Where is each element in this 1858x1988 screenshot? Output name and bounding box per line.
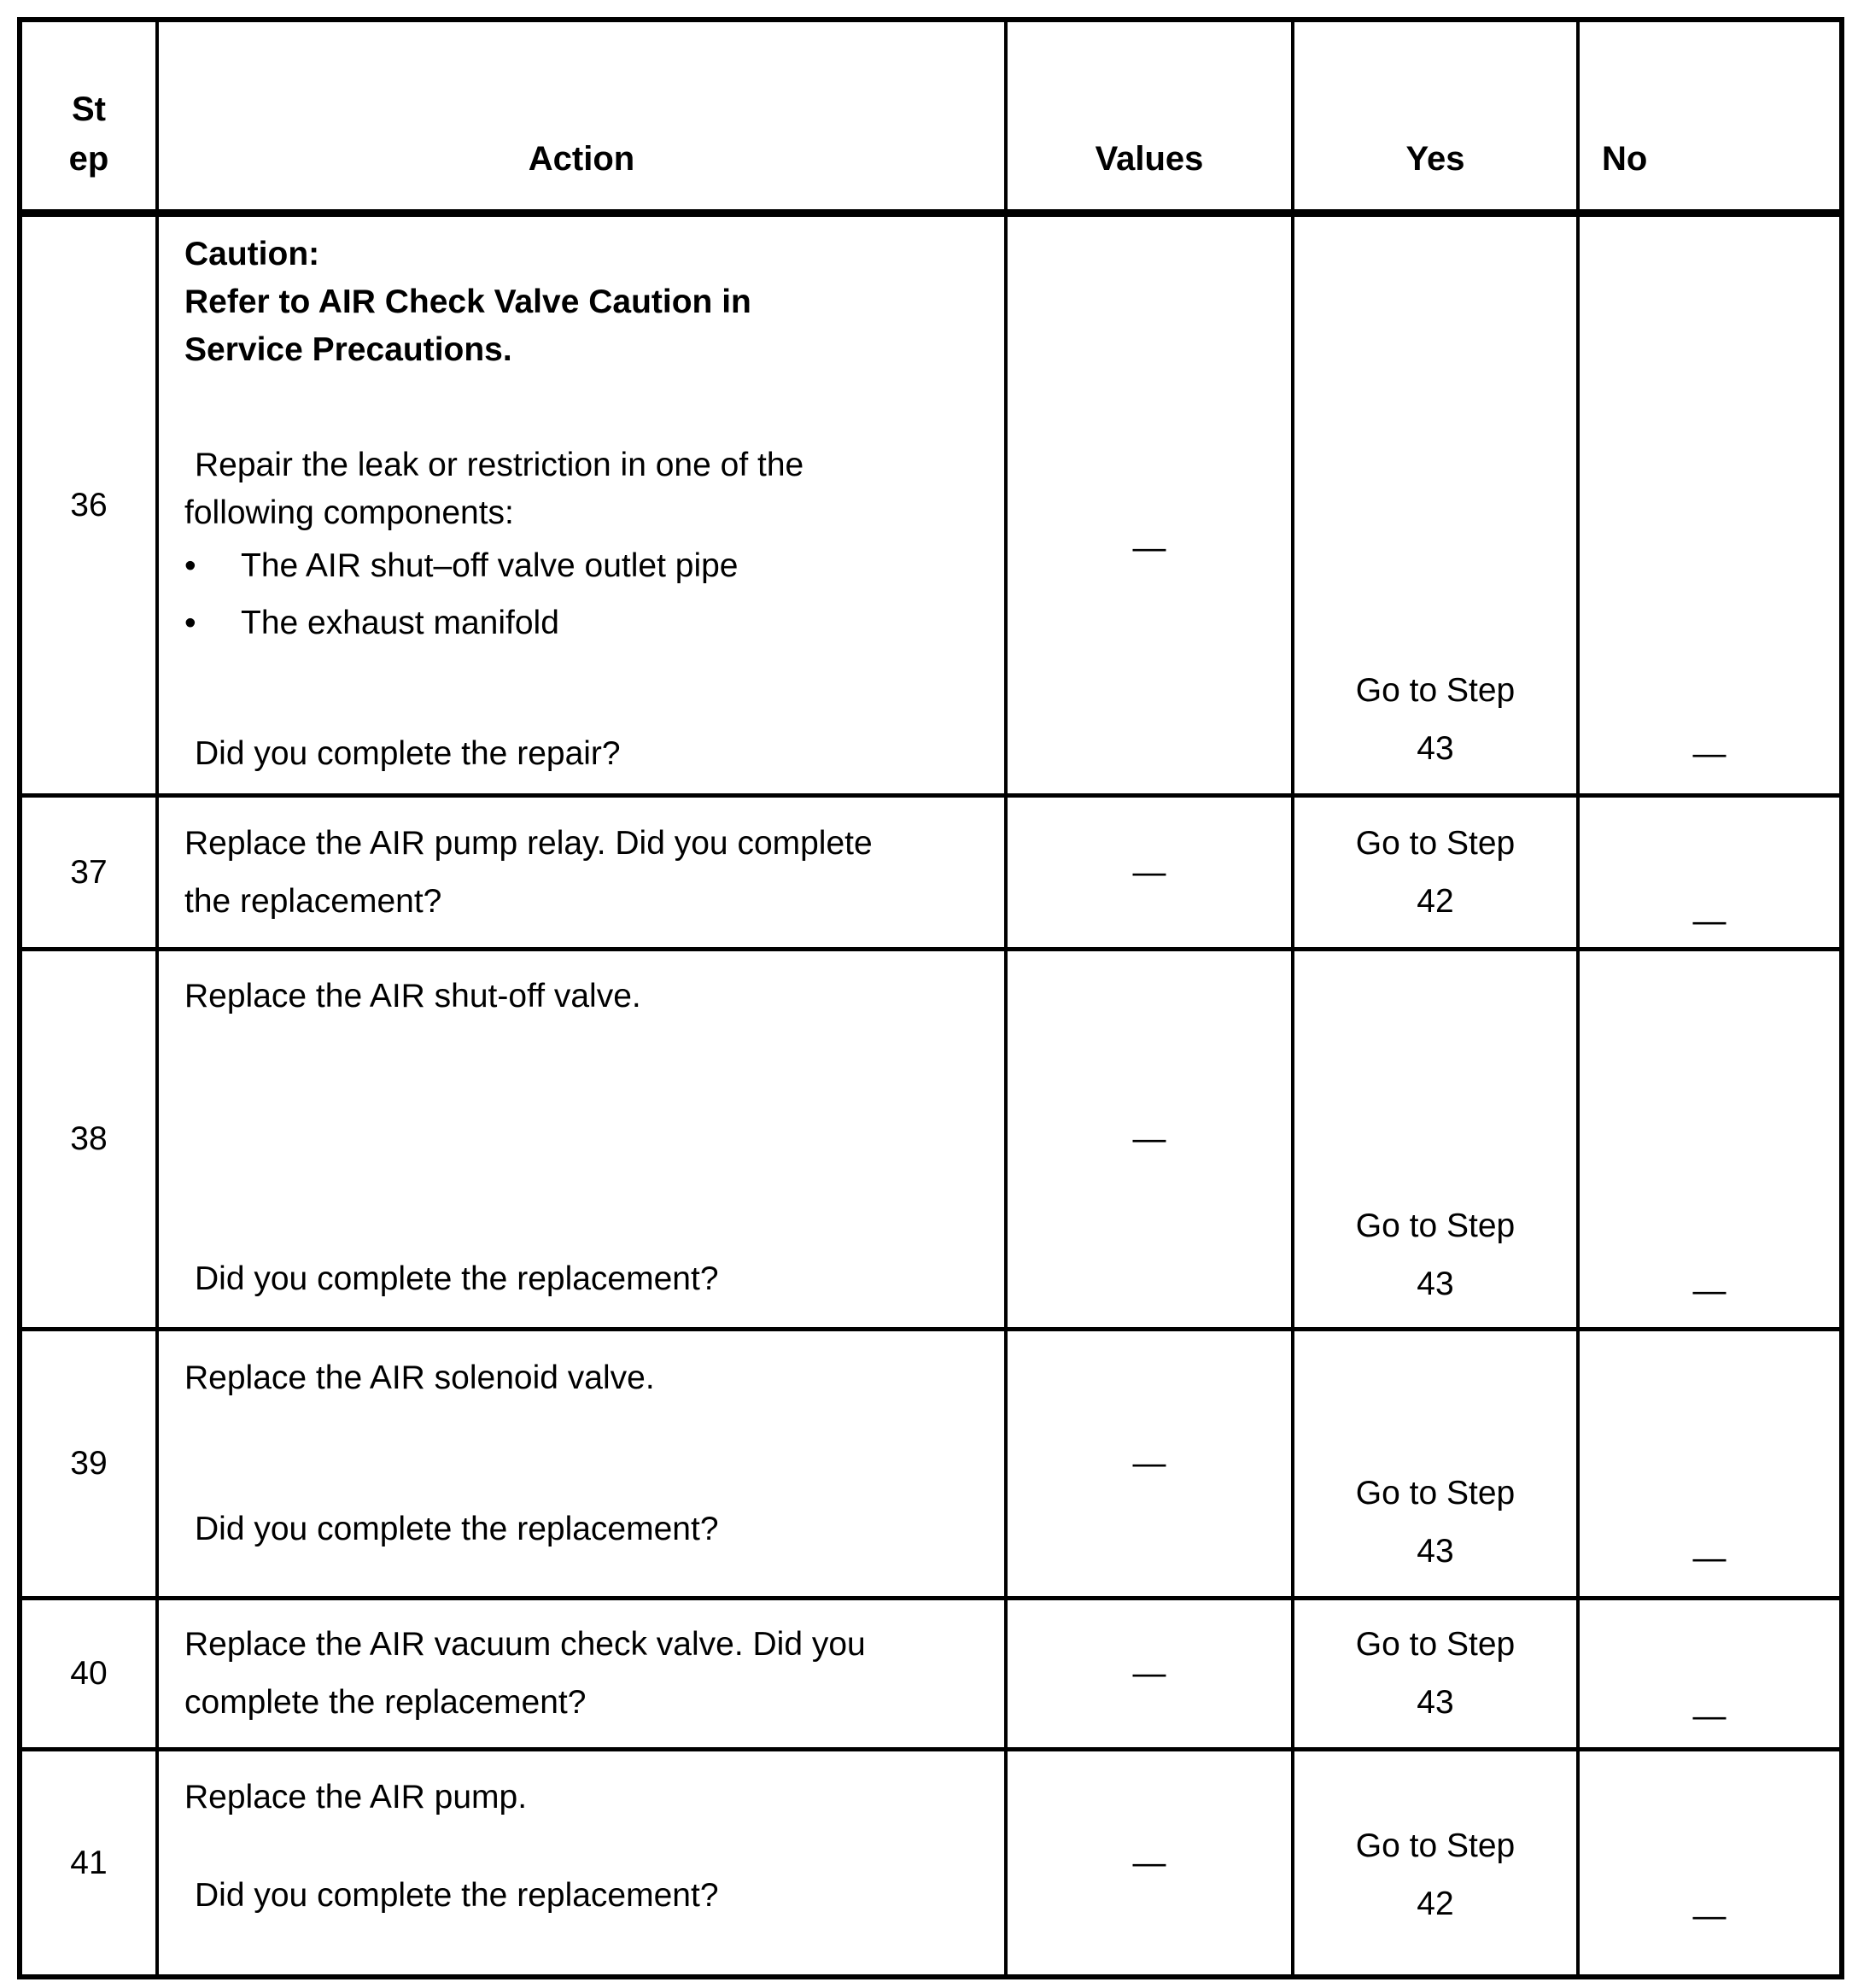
action-text: Replace the AIR solenoid valve. [184,1359,655,1396]
goto-step-text: Go to Step [1355,672,1516,709]
header-yes-label: Yes [1405,140,1465,178]
header-values-label: Values [1095,140,1204,178]
values-cell-40 [1004,1596,1291,1747]
em-dash: — [1132,1120,1166,1157]
header-no-label: No [1602,140,1648,178]
caution-line: Refer to AIR Check Valve Caution in [184,284,751,320]
action-text: Replace the AIR shut-off valve. [184,978,641,1014]
step-cell-41 [22,1747,155,1974]
yes-cell-37 [1291,793,1576,947]
values-cell-36 [1004,217,1291,793]
header-values [1004,22,1291,217]
action-cell-37 [155,793,1004,947]
values-cell-38 [1004,947,1291,1327]
yes-cell-39 [1291,1327,1576,1596]
goto-step-text: Go to Step [1355,1626,1516,1663]
list-item [184,594,990,652]
header-no [1576,22,1839,217]
header-action-label: Action [528,140,635,178]
em-dash: — [1692,1698,1727,1734]
list-item [184,537,990,594]
em-dash: — [1132,1445,1166,1482]
action-text: Replace the AIR pump relay. Did you complete [184,824,873,862]
action-cell-40 [155,1596,1004,1747]
action-cell-36 [155,217,1004,793]
yes-cell-41 [1291,1747,1576,1974]
step-number: 40 [70,1655,108,1692]
em-dash: — [1692,1897,1727,1934]
step-number: 37 [70,853,108,891]
spacer [184,374,990,441]
step-cell-36 [22,217,155,793]
step-number: 41 [70,1844,108,1881]
goto-step-number: 43 [1417,1533,1454,1570]
yes-cell-40 [1291,1596,1576,1747]
question-text: Did you complete the repair? [195,735,621,772]
em-dash: — [1132,853,1166,891]
action-cell-38 [155,947,1004,1327]
step-number: 38 [70,1120,108,1157]
goto-step-text: Go to Step [1355,1207,1516,1244]
no-cell-36 [1576,217,1839,793]
values-cell-39 [1004,1327,1291,1596]
header-step-line1: St [72,91,106,128]
question-text: Did you complete the replacement? [195,1511,719,1547]
bullet-text: The AIR shut–off valve outlet pipe [241,547,739,584]
action-text: following components: [184,494,514,531]
step-cell-39 [22,1327,155,1596]
action-text: complete the replacement? [184,1684,587,1721]
step-cell-40 [22,1596,155,1747]
caution-line: Service Precautions. [184,331,512,368]
goto-step-text: Go to Step [1355,1827,1516,1864]
em-dash: — [1692,1272,1727,1309]
step-number: 36 [70,486,108,523]
em-dash: — [1132,1655,1166,1692]
em-dash: — [1692,903,1727,939]
yes-cell-38 [1291,947,1576,1327]
no-cell-40 [1576,1596,1839,1747]
header-action [155,22,1004,217]
header-step-line2: ep [68,140,109,178]
goto-step-text: Go to Step [1355,824,1516,862]
action-cell-41 [155,1747,1004,1974]
em-dash: — [1692,1540,1727,1576]
diagnostic-table [17,17,1844,1979]
bullet-text: The exhaust manifold [241,604,559,641]
em-dash: — [1132,529,1166,566]
goto-step-number: 43 [1417,730,1454,767]
no-cell-37 [1576,793,1839,947]
question-text: Did you complete the replacement? [195,1260,719,1297]
goto-step-number: 42 [1417,882,1454,920]
header-step [22,22,155,217]
bullet-icon: • [184,547,196,584]
goto-step-number: 43 [1417,1266,1454,1302]
goto-step-number: 43 [1417,1684,1454,1721]
values-cell-41 [1004,1747,1291,1974]
bullet-icon: • [184,604,196,641]
caution-title: Caution: [184,236,320,272]
step-cell-38 [22,947,155,1327]
no-cell-39 [1576,1327,1839,1596]
question-text: Did you complete the replacement? [195,1877,719,1914]
goto-step-number: 42 [1417,1886,1454,1922]
action-text: Replace the AIR vacuum check valve. Did you [184,1626,866,1663]
step-cell-37 [22,793,155,947]
yes-cell-36 [1291,217,1576,793]
em-dash: — [1692,735,1727,772]
action-text: Replace the AIR pump. [184,1779,528,1816]
action-text: Repair the leak or restriction in one of the [195,447,804,483]
values-cell-37 [1004,793,1291,947]
action-text: the replacement? [184,882,442,920]
action-cell-39 [155,1327,1004,1596]
em-dash: — [1132,1844,1166,1881]
step-number: 39 [70,1445,108,1482]
header-yes [1291,22,1576,217]
goto-step-text: Go to Step [1355,1475,1516,1511]
no-cell-41 [1576,1747,1839,1974]
no-cell-38 [1576,947,1839,1327]
